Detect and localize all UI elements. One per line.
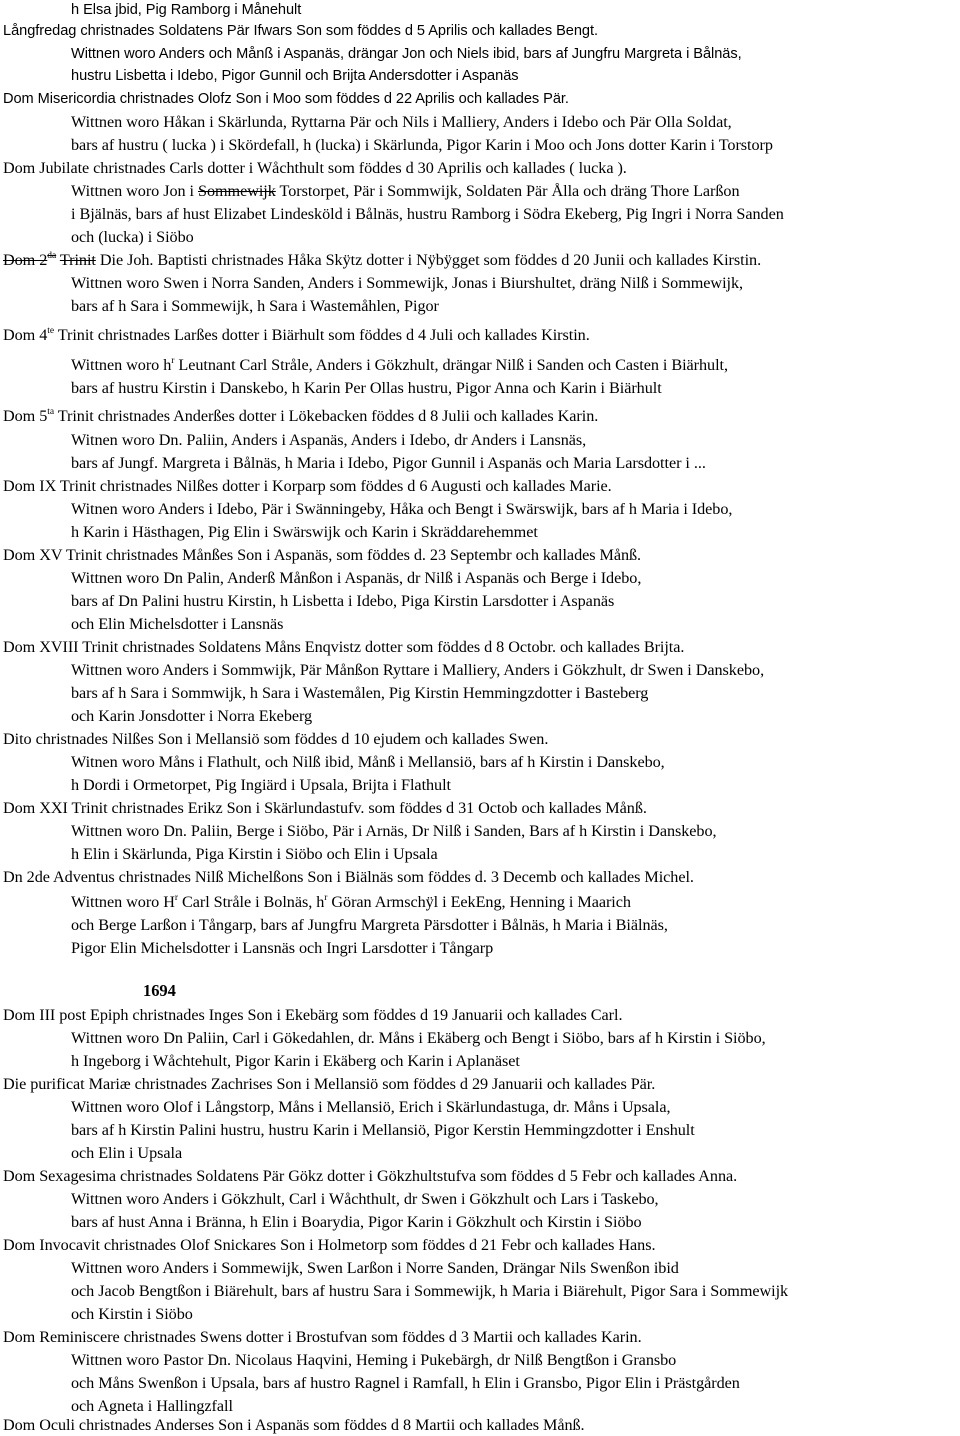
text-run: i Bjälnäs, bars af hust Elizabet Lindesköld i Bålnäs, hustru Ramborg i Södra Ekeberg, Pig Ingri i Norra Sanden	[71, 205, 784, 223]
text-line	[71, 821, 717, 841]
text-run: Wittnen woro Dn. Paliin, Berge i Siöbo, Pär i Arnäs, Dr Nilß i Sanden, Bars af h Kirstin i Danskebo,	[71, 822, 717, 840]
text-run: Wittnen woro H	[71, 893, 175, 911]
text-line	[71, 0, 301, 20]
text-run: r	[174, 893, 178, 903]
text-run: Carl Stråle i Bolnäs, h	[177, 893, 325, 911]
text-run: Witnen woro Anders i Idebo, Pär i Swänningeby, Håka och Bengt i Swärswijk, bars af h Maria i Idebo,	[71, 500, 733, 518]
text-line	[3, 476, 612, 496]
text-line	[71, 752, 665, 772]
text-line	[3, 545, 641, 565]
text-run: Wittnen woro Dn Paliin, Carl i Gökedahlen, dr. Måns i Ekäberg och Bengt i Siöbo, bars af h Kirstin i Siöbo,	[71, 1029, 766, 1047]
text-line	[71, 135, 773, 155]
text-line	[71, 1143, 182, 1163]
text-line	[71, 1028, 766, 1048]
text-run: r	[324, 893, 328, 903]
text-run: Dom Sexagesima christnades Soldatens Pär Gökz dotter i Gökzhultstufva som föddes d 5 Febr och kallades Anna.	[3, 1167, 738, 1185]
text-run: Sommewijk	[198, 182, 276, 200]
text-line	[71, 204, 784, 224]
text-run: Leutnant Carl Stråle, Anders i Gökzhult, drängar Nilß i Sanden och Casten i Biärhult,	[174, 356, 728, 374]
text-line	[71, 568, 641, 588]
text-line	[71, 227, 194, 247]
text-run: och Berge Larßon i Tångarp, bars af Jungfru Margreta Pärsdotter i Bålnäs, h Maria i Biälnäs,	[71, 916, 668, 934]
text-run: och Jacob Bengtßon i Biärehult, bars af hustru Sara i Sommewijk, h Maria i Biärehult, Pigor Sara i Sommewijk	[71, 1282, 789, 1300]
text-run: Wittnen woro Swen i Norra Sanden, Anders i Sommewijk, Jonas i Biurshultet, dräng Nilß i Sommewijk,	[71, 274, 744, 292]
text-run: Dom Misericordia christnades Olofz Son i Moo som föddes d 22 Aprilis och kallades Pär.	[3, 91, 569, 107]
text-run: Dom 2	[3, 251, 48, 269]
text-run: Witnen woro Dn. Paliin, Anders i Aspanäs, Anders i Idebo, dr Anders i Lansnäs,	[71, 431, 587, 449]
text-run: och Måns Swenßon i Upsala, bars af hustro Ragnel i Ramfall, h Elin i Gransbo, Pigor Elin i Prästgården	[71, 1374, 740, 1392]
text-run: Wittnen woro Anders och Månß i Aspanäs, drängar Jon och Niels ibid, bars af Jungfru Margreta i Bålnäs,	[71, 46, 742, 62]
text-line	[71, 1097, 671, 1117]
text-run: och Agneta i Hallingzfall	[71, 1397, 233, 1415]
text-run: Wittnen woro Jon i	[71, 182, 198, 200]
text-line	[71, 915, 668, 935]
text-run: Die Joh. Baptisti christnades Håka Skÿtz dotter i Nÿbÿgget som föddes d 20 Junii och kallades Kirstin.	[95, 251, 762, 269]
text-run: Wittnen woro Anders i Sommwijk, Pär Månßon Ryttare i Malliery, Anders i Gökzhult, dr Swen i Danskebo,	[71, 661, 765, 679]
text-run: Witnen woro Måns i Flathult, och Nilß ibid, Månß i Mellansiö, bars af h Kirstin i Danskebo,	[71, 753, 665, 771]
text-line	[71, 683, 648, 703]
text-run: Dom XXI Trinit christnades Erikz Son i Skärlundastufv. som föddes d 31 Octob och kallades Månß.	[3, 799, 647, 817]
text-line	[71, 591, 614, 611]
text-run: Wittnen woro Olof i Långstorp, Måns i Mellansiö, Erich i Skärlundastuga, dr. Måns i Upsala,	[71, 1098, 671, 1116]
text-line	[71, 775, 451, 795]
text-line	[71, 296, 439, 316]
text-line	[3, 89, 569, 109]
text-run: hustru Lisbetta i Idebo, Pigor Gunnil och Brijta Andersdotter i Aspanäs	[71, 68, 519, 84]
text-run: Dito christnades Nilßes Son i Mellansiö som föddes d 10 ejudem och kallades Swen.	[3, 730, 549, 748]
text-run: bars af h Sara i Sommewijk, h Sara i Wastemåhlen, Pigor	[71, 297, 439, 315]
text-run: Långfredag christnades Soldatens Pär Ifwars Son som föddes d 5 Aprilis och kallades Bengt.	[3, 23, 599, 39]
text-line	[3, 1074, 655, 1094]
text-line	[71, 938, 493, 958]
text-line	[71, 181, 740, 201]
text-run: Dom Oculi christnades Anderses Son i Aspanäs som föddes d 8 Martii och kallades Månß.	[3, 1416, 585, 1434]
text-line	[71, 499, 732, 519]
text-run: Wittnen woro Pastor Dn. Nicolaus Haqvini, Heming i Pukebärgh, dr Nilß Bengtßon i Gransbo	[71, 1351, 677, 1369]
text-run: Wittnen woro Anders i Sommewijk, Swen Larßon i Norre Sanden, Drängar Nils Swenßon ibid	[71, 1259, 679, 1277]
text-run: Dn 2de Adventus christnades Nilß Michelßons Son i Biälnäs som föddes d. 3 Decemb och kallades Michel.	[3, 868, 694, 886]
text-run: bars af Dn Palini hustru Kirstin, h Lisbetta i Idebo, Piga Kirstin Larsdotter i Aspanäs	[71, 592, 615, 610]
text-run: bars af h Kirstin Palini hustru, hustru Karin i Mellansiö, Pigor Kerstin Hemmingzdotter i Enshult	[71, 1121, 695, 1139]
text-line	[3, 798, 647, 818]
text-line	[3, 158, 627, 178]
text-run: bars af hust Anna i Bränna, h Elin i Boarydia, Pigor Karin i Gökzhult och Kirstin i Siöbo	[71, 1213, 642, 1231]
text-line	[71, 1051, 520, 1071]
text-run: Dom IX Trinit christnades Nilßes dotter i Korparp som föddes d 6 Augusti och kallades Marie.	[3, 477, 612, 495]
text-line	[71, 1258, 679, 1278]
text-line	[71, 453, 706, 473]
text-line	[71, 1304, 193, 1324]
text-run: Göran Armschÿl i EekEng, Henning i Maarich	[327, 893, 631, 911]
text-run: Wittnen woro Håkan i Skärlunda, Ryttarna Pär och Nils i Malliery, Anders i Idebo och Pär Olla Soldat,	[71, 113, 732, 131]
text-line	[3, 867, 694, 887]
text-run: Trinit christnades Larßes dotter i Biärhult som föddes d 4 Juli och kallades Kirstin.	[54, 326, 590, 344]
text-line	[71, 1189, 659, 1209]
text-run: Dom Invocavit christnades Olof Snickares Son i Holmetorp som föddes d 21 Febr och kallades Hans.	[3, 1236, 656, 1254]
text-run: h Elsa jbid, Pig Ramborg i Månehult	[71, 2, 302, 18]
text-line	[3, 1415, 585, 1435]
text-run: Wittnen woro Anders i Gökzhult, Carl i Wåchthult, dr Swen i Gökzhult och Lars i Taskebo,	[71, 1190, 659, 1208]
text-line	[3, 637, 684, 657]
text-run: h Dordi i Ormetorpet, Pig Ingiärd i Upsala, Brijta i Flathult	[71, 776, 451, 794]
text-run: och Elin Michelsdotter i Lansnäs	[71, 615, 284, 633]
text-run: Dom Reminiscere christnades Swens dotter i Brostufvan som föddes d 3 Martii och kallades Karin.	[3, 1328, 642, 1346]
text-run: ta	[47, 407, 55, 417]
text-run: r	[171, 356, 175, 366]
text-run: bars af h Sara i Sommwijk, h Sara i Wastemålen, Pig Kirstin Hemmingzdotter i Basteberg	[71, 684, 649, 702]
text-line	[3, 250, 761, 270]
text-run: Wittnen woro Dn Palin, Anderß Månßon i Aspanäs, dr Nilß i Aspanäs och Berge i Idebo,	[71, 569, 642, 587]
text-line	[71, 1350, 676, 1370]
text-run: te	[47, 326, 55, 336]
text-run: Dom XVIII Trinit christnades Soldatens Måns Enqvistz dotter som föddes d 8 Octobr. och kallades Brijta.	[3, 638, 685, 656]
text-run: da	[47, 251, 57, 261]
text-line	[71, 1396, 233, 1416]
text-line	[71, 522, 538, 542]
text-line	[3, 1166, 737, 1186]
text-line	[71, 430, 586, 450]
text-line	[71, 892, 631, 912]
text-line	[71, 378, 662, 398]
text-run: Trinit	[59, 251, 96, 269]
text-line	[71, 112, 732, 132]
text-run: Trinit christnades Anderßes dotter i Lökebacken föddes d 8 Julii och kallades Karin.	[54, 407, 599, 425]
year-heading: 1694	[143, 981, 176, 1000]
text-run: Die purificat Mariæ christnades Zachrises Son i Mellansiö som föddes d 29 Januarii och kallades Pär.	[3, 1075, 656, 1093]
text-run: och Kirstin i Siöbo	[71, 1305, 193, 1323]
text-run: och (lucka) i Siöbo	[71, 228, 194, 246]
text-line	[71, 844, 438, 864]
text-line	[3, 1327, 642, 1347]
text-run: h Ingeborg i Wåchtehult, Pigor Karin i Ekäberg och Karin i Aplanäset	[71, 1052, 520, 1070]
text-run: bars af hustru ( lucka ) i Skördefall, h (lucka) i Skärlunda, Pigor Karin i Moo och Jons dotter Karin i Torstorp	[71, 136, 773, 154]
text-run: Wittnen woro h	[71, 356, 172, 374]
text-run: Dom Jubilate christnades Carls dotter i Wåchthult som föddes d 30 Aprilis och kallades ( lucka ).	[3, 159, 627, 177]
text-run: Dom III post Epiph christnades Inges Son i Ekebärg som föddes d 19 Januarii och kallades Carl.	[3, 1006, 623, 1024]
text-run: och Karin Jonsdotter i Norra Ekeberg	[71, 707, 313, 725]
text-run: h Elin i Skärlunda, Piga Kirstin i Siöbo och Elin i Upsala	[71, 845, 438, 863]
text-line	[71, 355, 728, 375]
text-line	[71, 66, 519, 86]
text-line	[71, 1281, 788, 1301]
text-line	[71, 706, 312, 726]
text-line	[3, 406, 598, 426]
text-line	[71, 44, 742, 64]
text-line	[71, 660, 764, 680]
text-line	[3, 1235, 655, 1255]
text-line	[3, 325, 590, 345]
text-run: Torstorpet, Pär i Sommwijk, Soldaten Pär Ålla och dräng Thore Larßon	[275, 182, 740, 200]
text-run: Dom 4	[3, 326, 48, 344]
text-line	[71, 1373, 740, 1393]
text-run: och Elin i Upsala	[71, 1144, 183, 1162]
text-line	[71, 1212, 642, 1232]
text-line	[3, 1005, 622, 1025]
text-run: Pigor Elin Michelsdotter i Lansnäs och Ingri Larsdotter i Tångarp	[71, 939, 494, 957]
text-run: Dom 5	[3, 407, 48, 425]
text-line	[71, 273, 743, 293]
text-run: bars af hustru Kirstin i Danskebo, h Karin Per Ollas hustru, Pigor Anna och Karin i Biärhult	[71, 379, 662, 397]
text-run: h Karin i Hästhagen, Pig Elin i Swärswijk och Karin i Skräddarehemmet	[71, 523, 538, 541]
text-run: bars af Jungf. Margreta i Bålnäs, h Maria i Idebo, Pigor Gunnil i Aspanäs och Maria Larsdotter i ...	[71, 454, 706, 472]
text-line	[71, 614, 283, 634]
text-line	[3, 729, 548, 749]
text-line	[3, 21, 598, 41]
text-run: Dom XV Trinit christnades Månßes Son i Aspanäs, som föddes d. 23 Septembr och kallades Månß.	[3, 546, 642, 564]
text-line	[71, 1120, 695, 1140]
